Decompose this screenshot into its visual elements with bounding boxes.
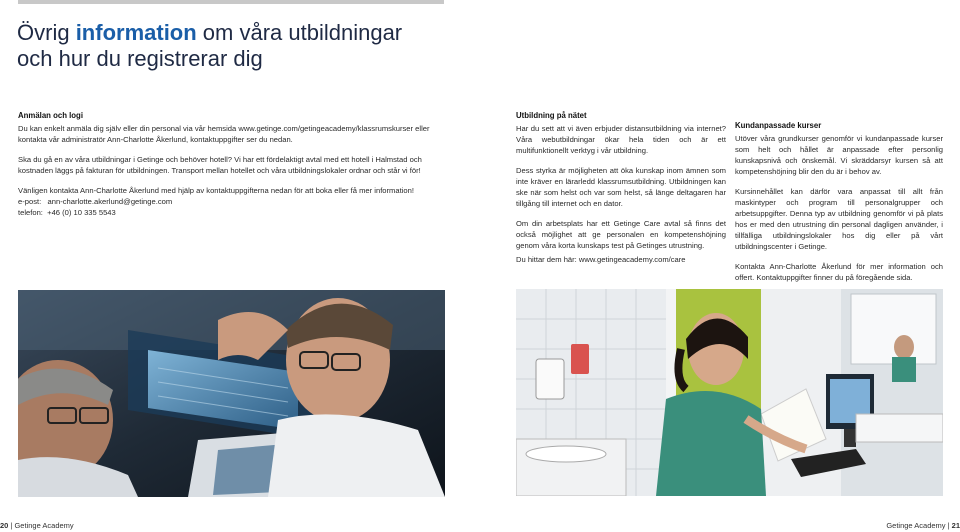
left-page-number: 20 [0, 521, 9, 530]
left-footer [0, 521, 74, 530]
left-text-column [18, 110, 436, 218]
custom-courses-heading: Kundanpassade kurser [735, 121, 822, 130]
right-footer [886, 521, 960, 530]
hotel-paragraph: Ska du gå en av våra utbildningar i Getinge och behöver hotell? Vi har ett fördelaktigt avtal med ett hotell i Halmstad och kostnaden läggs på fakturan för utbildningen. Transport mellan hotellet och våra utbildningslokaler ordnar och står vi för! [18, 155, 422, 175]
phone-line: telefon: +46 (0) 10 335 5543 [18, 208, 116, 217]
engineers-photo [18, 290, 445, 497]
title-part2: om våra utbildningar [196, 20, 403, 45]
online-training-p3: Om din arbetsplats har ett Getinge Care avtal så finns det också möjlighet att ge personalen en kompetenshöjning genom våra korta kunskaps test på Getinges utrustning. [516, 219, 726, 250]
custom-courses-p2: Kursinnehållet kan därför vara anpassat till allt från maskintyper och program till personalgrupper och arbetsuppgifter. Denna typ av utbildning genomför vi på plats hos er med den utrustning din personal dagligen använder, i tillfälliga utbildningslokaler hos dig eller på vårt utbildningscenter i Getinge. [735, 187, 943, 251]
email-line: e-post: ann-charlotte.akerlund@getinge.com [18, 197, 173, 206]
custom-courses-p1: Utöver våra grundkurser genomför vi kundanpassade kurser som helt och hållet är anpassade efter personlig kunskapsnivå och önskemål. Vi skräddarsyr kursen så att kompetenshöjning blir den du är i behov av. [735, 134, 943, 176]
online-training-heading: Utbildning på nätet [516, 111, 587, 120]
online-training-p1: Har du sett att vi även erbjuder distansutbildning via internet? Våra webutbildningar ökar hela tiden och är ett multifunktionellt verktyg i vår utbildning. [516, 124, 726, 155]
title-highlight: information [75, 20, 197, 45]
title-part1: Övrig [17, 20, 76, 45]
right-footer-separator: | [945, 521, 952, 530]
left-footer-separator: | [8, 521, 15, 530]
online-training-p2: Dess styrka är möjligheten att öka kunskap inom ämnen som inte kräver en lärarledd klassrumsutbildning. Utbildningen kan ske när som helst och var som helst, så länge deltagaren har tillgång till internet och en dator. [516, 166, 726, 208]
left-footer-brand: Getinge Academy [14, 521, 74, 530]
custom-courses-p3: Kontakta Ann-Charlotte Åkerlund för mer information och offert. Kontaktuppgifter finner du på föregående sida. [735, 262, 943, 282]
custom-courses-column [735, 120, 943, 292]
contact-paragraph: Vänligen kontakta Ann-Charlotte Åkerlund med hjälp av kontaktuppgifterna nedan för att boka eller få mer information! [18, 186, 414, 195]
section-heading-registration: Anmälan och logi [18, 111, 83, 120]
page-title [17, 20, 402, 72]
title-line2: och hur du registrerar dig [17, 46, 263, 71]
registration-paragraph: Du kan enkelt anmäla dig själv eller din personal via vår hemsida www.getinge.com/getingeacademy/klassrumskurser eller kontakta vår administratör Ann-Charlotte Åkerlund, kontaktuppgifter ser du nedan. [18, 124, 430, 144]
right-footer-brand: Getinge Academy [886, 521, 946, 530]
online-training-column [516, 110, 726, 265]
right-page-number: 21 [951, 521, 960, 530]
nurse-photo [516, 289, 943, 496]
top-rule [18, 0, 444, 4]
online-training-link-line: Du hittar dem här: www.getingeacademy.com/care [516, 255, 686, 264]
